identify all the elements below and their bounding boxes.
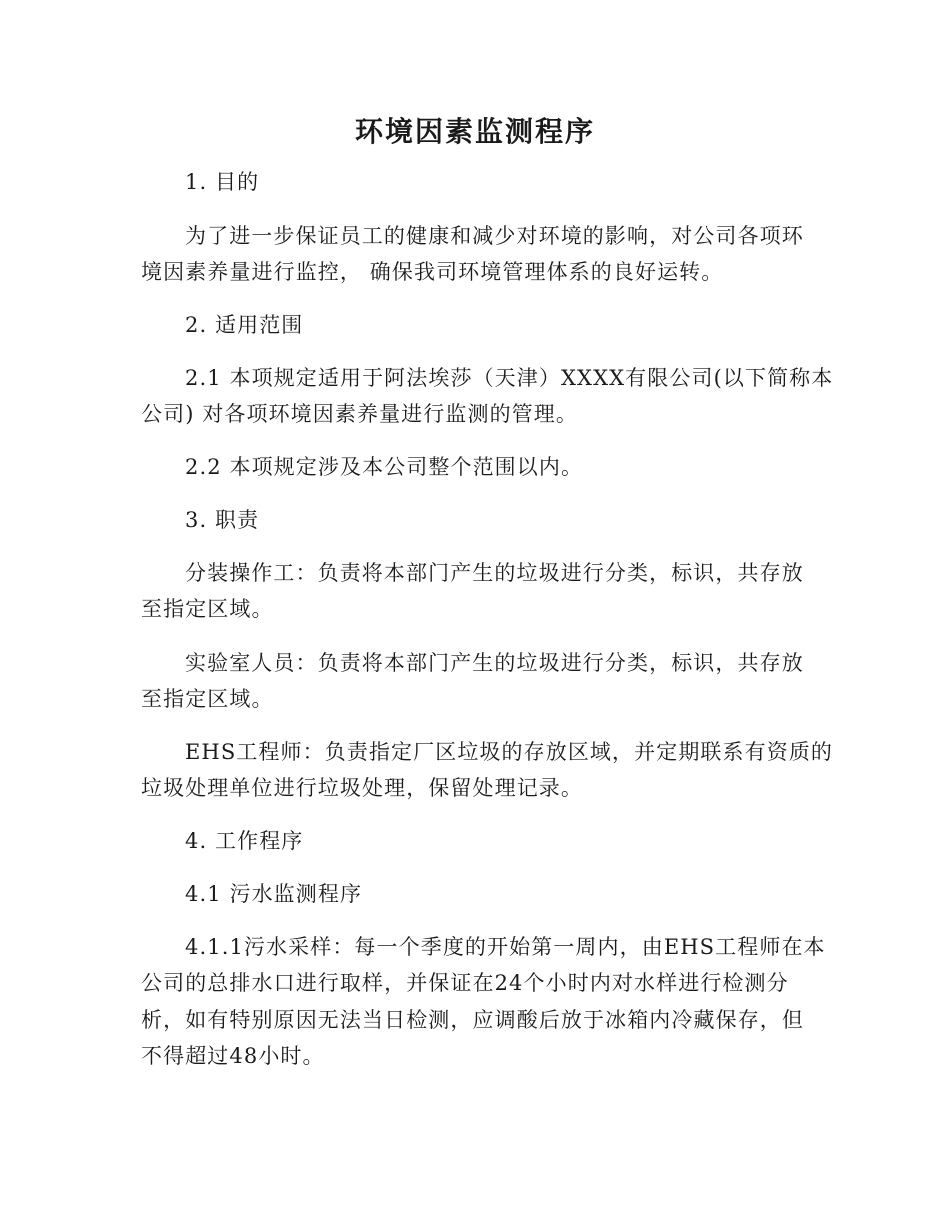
paragraph-line: 公司) 对各项环境因素养量进行监测的管理。 (141, 402, 578, 426)
paragraph-line: 分装操作工：负责将本部门产生的垃圾进行分类，标识，共存放 (185, 561, 804, 585)
paragraph-line: 实验室人员：负责将本部门产生的垃圾进行分类，标识，共存放 (185, 651, 804, 675)
section-heading-procedure: 4. 工作程序 (185, 829, 304, 853)
section-heading-scope: 2. 适用范围 (185, 313, 304, 337)
paragraph-line: 2.2 本项规定涉及本公司整个范围以内。 (185, 455, 584, 479)
paragraph-line: 公司的总排水口进行取样，并保证在24个小时内对水样进行检测分 (141, 971, 789, 995)
document-title: 环境因素监测程序 (354, 115, 595, 148)
section-heading-duties: 3. 职责 (185, 508, 260, 532)
subsection-heading-sewage: 4.1 污水监测程序 (185, 882, 363, 906)
paragraph-line: 4.1.1污水采样：每一个季度的开始第一周内，由EHS工程师在本 (185, 935, 826, 959)
paragraph-line: 至指定区域。 (141, 597, 274, 621)
paragraph-line: 析，如有特别原因无法当日检测，应调酸后放于冰箱内冷藏保存，但 (141, 1008, 804, 1032)
paragraph-line: 至指定区域。 (141, 687, 274, 711)
paragraph-line: 垃圾处理单位进行垃圾处理，保留处理记录。 (141, 776, 583, 800)
paragraph-line: EHS工程师：负责指定厂区垃圾的存放区域，并定期联系有资质的 (185, 740, 834, 764)
paragraph-line: 境因素养量进行监控， 确保我司环境管理体系的良好运转。 (141, 260, 724, 284)
section-heading-purpose: 1. 目的 (185, 170, 260, 194)
paragraph-line: 不得超过48小时。 (141, 1044, 325, 1068)
paragraph-line: 为了进一步保证员工的健康和减少对环境的影响，对公司各项环 (185, 224, 804, 248)
paragraph-line: 2.1 本项规定适用于阿法埃莎（天津）XXXX有限公司(以下简称本 (185, 366, 834, 390)
